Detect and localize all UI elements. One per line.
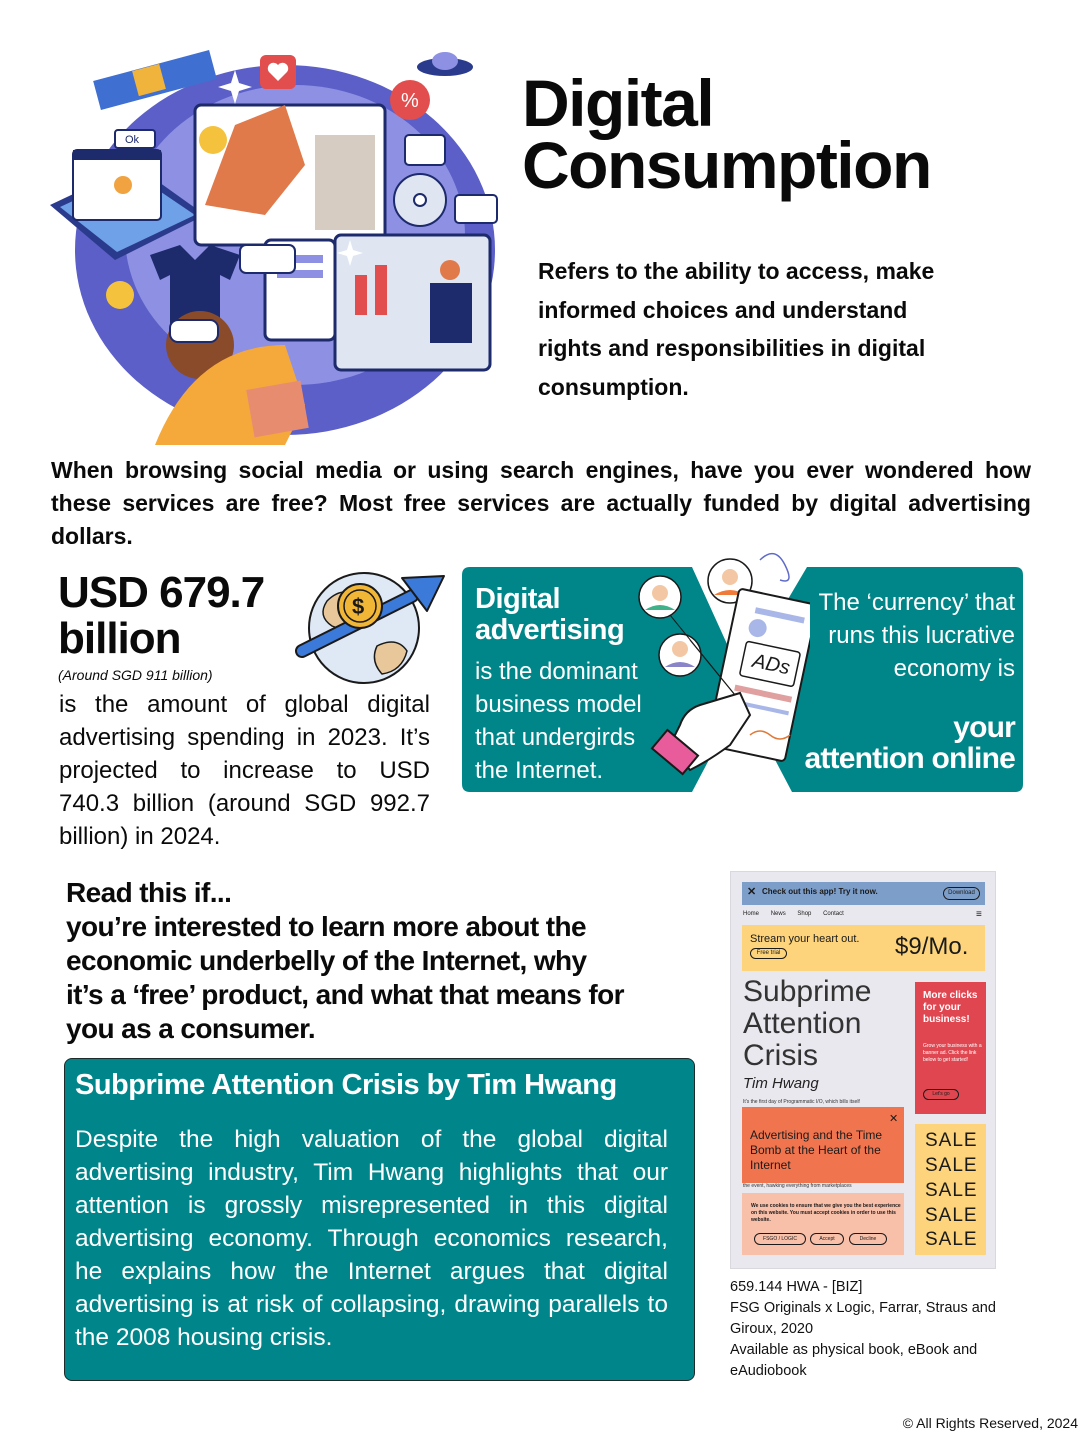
cover-publisher-button: FSGO / LOGIC [754,1233,806,1245]
cover-stream-text: Stream your heart out. [750,933,860,945]
stat-body: is the amount of global digital advertising spending in 2023. It’s projected to increase to USD 740.3 billion (around SGD 992.7 billion) in 2024. [59,691,430,850]
banner-emphasis-line1: your [953,711,1015,744]
cover-download-button: Download [943,887,980,900]
banner-title-line2: advertising [475,614,625,646]
globe-growth-arrow-icon [282,566,448,686]
read-this-line3: economic underbelly of the Internet, why [66,945,587,976]
cover-sale-label: SALE [925,1180,978,1201]
cover-price: $9/Mo. [895,933,969,960]
cover-author: Tim Hwang [743,1075,819,1092]
read-this-heading [66,876,706,1046]
read-this-line5: you as a consumer. [66,1013,316,1044]
cover-nav-item: Contact [823,911,844,917]
cover-accept-button: Accept [810,1233,844,1245]
percent-label: % [401,90,419,112]
read-this-line1: Read this if... [66,877,232,908]
cover-sale-label: SALE [925,1155,978,1176]
read-this-line2: you’re interested to learn more about the [66,911,586,942]
book-publisher-line1: FSG Originals x Logic, Farrar, Straus and [730,1300,996,1316]
stat-figure-line1: USD 679.7 [58,568,265,617]
cover-red-ad-title: More clicks for your business! [923,990,978,1025]
intro-paragraph: When browsing social media or using search engines, have you ever wondered how these services are free? Most free services are actually funded by digital advertising dollars. [51,457,1031,549]
cover-subtitle: Advertising and the Time Bomb at the Heart of the Internet [750,1128,883,1172]
cover-nav [743,911,986,923]
cover-cookie-text: We use cookies to ensure that we give you the best experience on this website. You must accept cookies in order to use this website. [751,1203,901,1223]
digital-media-collage-illustration [45,45,505,445]
close-icon: ✕ [747,886,757,898]
cover-nav-item: Home [743,911,760,917]
cover-red-ad-body: Grow your business with a banner ad. Click the link below to get started! [923,1043,982,1063]
copyright-notice: © All Rights Reserved, 2024 [902,1415,1078,1431]
stat-figure [58,570,298,662]
book-meta [730,1277,1040,1382]
book-call-number: 659.144 HWA - [BIZ] [730,1279,863,1295]
cover-fineprint: It's the first day of Programmatic I/O, which bills itself [743,1099,860,1105]
book-publisher-line2: Giroux, 2020 [730,1321,814,1337]
cover-nav-item: Shop [797,911,812,917]
svg-text:$: $ [352,594,365,619]
cover-sale-label: SALE [925,1229,978,1250]
cover-title-line1: Subprime [743,975,872,1008]
ok-label: Ok [125,134,140,146]
cover-sale-label: SALE [925,1205,978,1226]
close-icon: ✕ [889,1113,899,1125]
page-title-line1: Digital [522,66,714,140]
cover-topbar-text: Check out this app! Try it now. [762,887,878,896]
cover-title-line3: Crisis [743,1039,818,1072]
cover-decline-button: Decline [849,1233,887,1245]
cover-lets-go-button: Let's go [923,1089,959,1100]
cover-sale-label: SALE [925,1130,978,1151]
cover-free-trial-button: Free trial [750,948,787,959]
banner-emphasis-line2: attention online [804,742,1015,775]
banner-title-line1: Digital [475,583,561,615]
cover-title-line2: Attention [743,1007,862,1040]
hamburger-menu-icon: ≡ [976,909,982,920]
stat-figure-line2: billion [58,614,181,663]
book-box-title: Subprime Attention Crisis by Tim Hwang [75,1069,617,1101]
cover-nav-item: News [770,911,786,917]
banner-right-emphasis [770,712,1015,774]
definition-text: Refers to the ability to access, make informed choices and understand rights and responsibilities in digital consumption. [538,258,935,400]
book-availability-line2: eAudiobook [730,1363,807,1379]
book-box-body: Despite the high valuation of the global digital advertising industry, Tim Hwang highlights that our attention is grossly misrepresented in this digital advertising economy. Through economics research, he explains how the Internet argues that digital advertising is at risk of collapsing, drawing parallels to the 2008 housing crisis. [75,1126,668,1351]
read-this-line4: it’s a ‘free’ product, and what that means for [66,979,624,1010]
cover-snippet: the event, hawking everything from marketplaces [743,1183,852,1189]
book-availability-line1: Available as physical book, eBook and [730,1342,978,1358]
banner-title [475,584,675,646]
cover-title [743,976,913,1072]
ads-label: ADs [750,650,793,680]
page-title-line2: Consumption [522,128,931,202]
stat-subtext: (Around SGD 911 billion) [58,667,213,683]
page-title [522,66,1062,202]
banner-body: is the dominant business model that undergirds the Internet. [475,658,642,784]
banner-right-text: The ‘currency’ that runs this lucrative economy is [818,589,1015,682]
